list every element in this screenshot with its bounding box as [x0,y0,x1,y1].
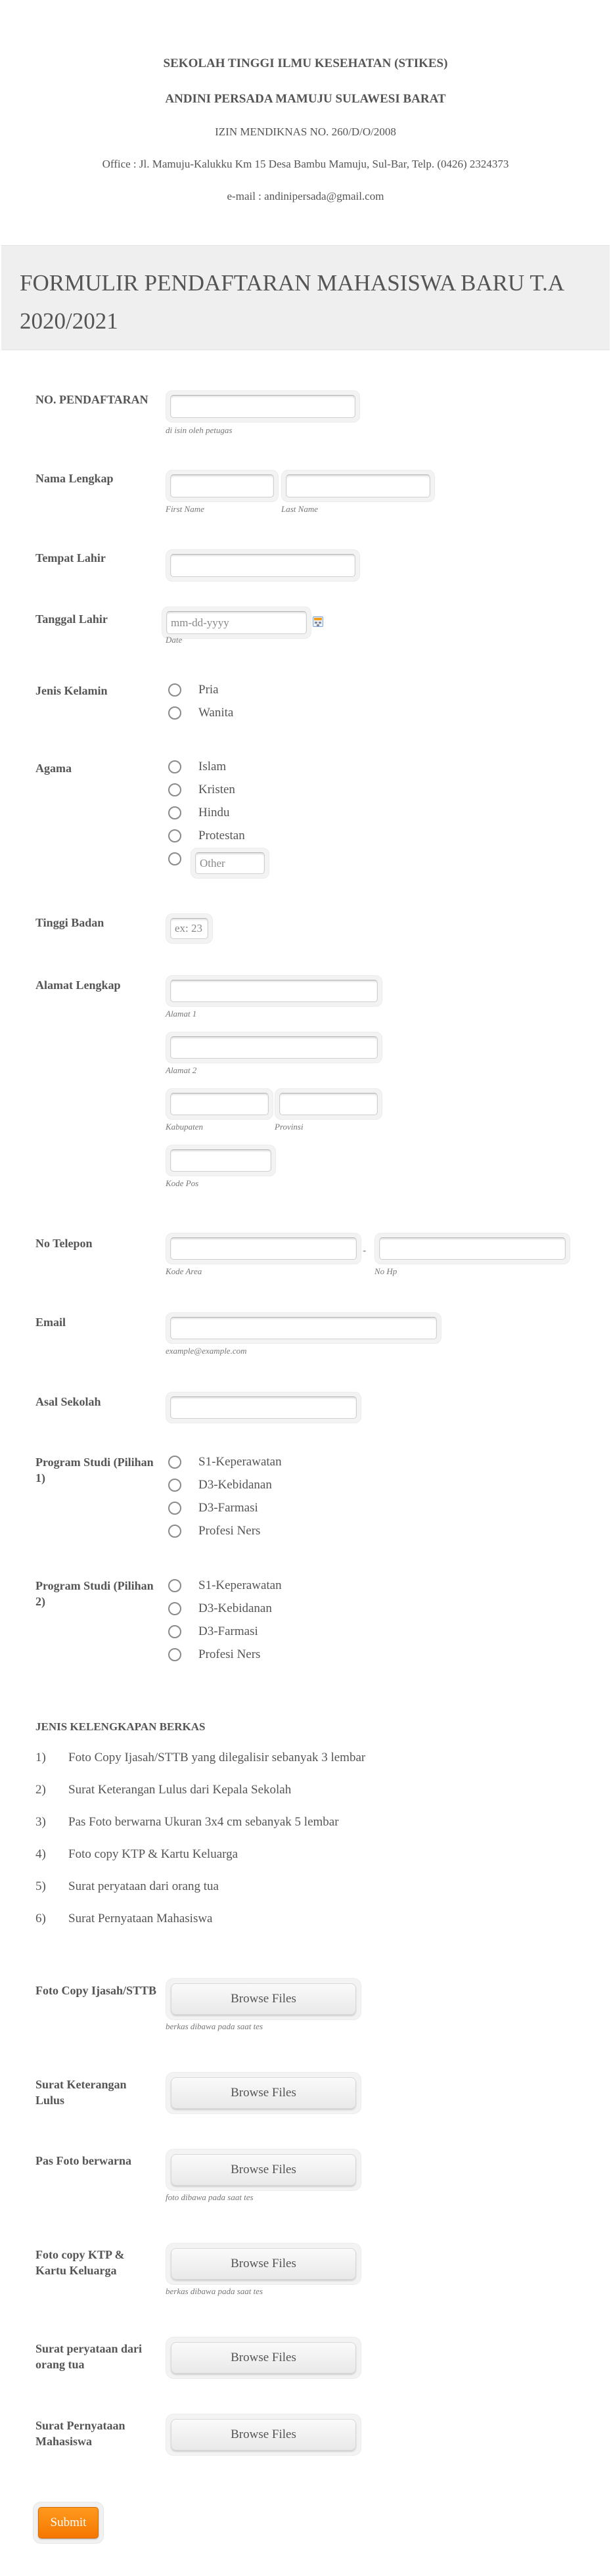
agama-other-field [191,848,269,879]
radio-button[interactable] [168,1502,181,1515]
label-agama: Agama [35,762,72,775]
label-jenis-kelamin: Jenis Kelamin [35,684,108,697]
radio-islam[interactable] [168,757,226,777]
radio-label: Hindu [198,806,230,819]
browse-files-button[interactable]: Browse Files [171,2248,356,2280]
kode-area-wrap [166,1233,361,1264]
document-item: 6) Surat Pernyataan Mahasiswa [35,1912,213,1925]
alamat1-wrap [166,975,382,1007]
radio-label: D3-Farmasi [198,1624,258,1638]
tanggal-lahir-wrap [162,607,311,639]
radio-ps2-d3-farmasi[interactable] [168,1622,258,1642]
label-upload-skl: Surat Keterangan Lulus [35,2078,127,2107]
tinggi-badan-wrap [166,913,213,944]
radio-ps2-s1-keperawatan[interactable] [168,1576,282,1596]
asal-sekolah-input[interactable] [170,1396,357,1419]
document-item: 5) Surat peryataan dari orang tua [35,1879,219,1893]
radio-button[interactable] [168,706,181,720]
school-email: e-mail : andinipersada@gmail.com [227,190,384,202]
tanggal-lahir-sublabel: Date [166,635,183,645]
alamat2-wrap [166,1032,382,1063]
browse-files-button[interactable]: Browse Files [171,2077,356,2109]
school-permit: IZIN MENDIKNAS NO. 260/D/O/2008 [215,126,396,138]
upload-ktp-kk-sublabel: berkas dibawa pada saat tes [166,2286,263,2296]
document-item: 1) Foto Copy Ijasah/STTB yang dilegalisir sebanyak 3 lembar [35,1751,366,1764]
upload-ijasah-sublabel: berkas dibawa pada saat tes [166,2021,263,2031]
submit-wrap [33,2502,104,2544]
school-name-line1: SEKOLAH TINGGI ILMU KESEHATAN (STIKES) [163,57,448,70]
radio-button[interactable] [168,760,181,773]
radio-button[interactable] [168,783,181,796]
radio-label: Pria [198,683,219,697]
label-email: Email [35,1316,66,1329]
radio-button[interactable] [168,1456,181,1469]
label-upload-surat-ortu: Surat peryataan dari orang tua [35,2342,142,2371]
school-name-line2: ANDINI PERSADA MAMUJU SULAWESI BARAT [165,92,446,106]
radio-protestan[interactable] [168,826,245,846]
label-upload-pas-foto: Pas Foto berwarna [35,2154,131,2167]
kabupaten-sublabel: Kabupaten [166,1122,204,1132]
tinggi-badan-input[interactable] [170,918,208,939]
label-alamat-lengkap: Alamat Lengkap [35,978,121,992]
radio-button[interactable] [168,1579,181,1592]
email-input[interactable] [170,1317,437,1339]
kode-area-sublabel: Kode Area [166,1266,202,1276]
alamat1-input[interactable] [170,980,378,1002]
upload-surat-mahasiswa-wrap [166,2414,361,2456]
radio-label: Protestan [198,829,245,842]
submit-button[interactable]: Submit [38,2507,99,2539]
document-item: 3) Pas Foto berwarna Ukuran 3x4 cm sebanyak 5 lembar [35,1815,339,1829]
radio-label: Wanita [198,706,234,720]
radio-label: S1-Keperawatan [198,1578,282,1592]
kode-pos-wrap [166,1145,276,1176]
upload-ijasah-wrap [166,1978,361,2020]
phone-separator: - [363,1244,367,1256]
label-tinggi-badan: Tinggi Badan [35,916,104,929]
provinsi-input[interactable] [279,1093,378,1115]
radio-kristen[interactable] [168,780,235,800]
label-program-studi-2: Program Studi (Pilihan 2) [35,1579,154,1608]
radio-button[interactable] [168,1525,181,1538]
document-item: 2) Surat Keterangan Lulus dari Kepala Sekolah [35,1783,292,1797]
school-address: Office : Jl. Mamuju-Kalukku Km 15 Desa Bambu Mamuju, Sul-Bar, Telp. (0426) 2324373 [102,158,509,170]
label-no-pendaftaran: NO. PENDAFTARAN [35,393,148,406]
browse-files-button[interactable]: Browse Files [171,2342,356,2374]
tempat-lahir-input[interactable] [170,554,355,577]
radio-other[interactable] [168,849,181,869]
upload-surat-ortu-wrap [166,2337,361,2379]
provinsi-wrap [275,1088,382,1120]
radio-ps1-profesi-ners[interactable] [168,1521,260,1541]
kode-pos-sublabel: Kode Pos [166,1178,199,1188]
label-tempat-lahir: Tempat Lahir [35,551,106,564]
upload-pas-foto-wrap [166,2149,361,2191]
kode-area-input[interactable] [170,1237,357,1260]
kabupaten-wrap [166,1088,273,1120]
upload-skl-wrap [166,2072,361,2114]
radio-label: S1-Keperawatan [198,1455,282,1469]
tanggal-lahir-input[interactable] [166,611,307,634]
radio-label: D3-Farmasi [198,1501,258,1515]
tempat-lahir-wrap [166,549,360,582]
radio-pria[interactable] [168,680,219,700]
no-hp-input[interactable] [379,1237,566,1260]
no-hp-wrap [374,1233,570,1264]
radio-button[interactable] [168,683,181,697]
radio-button[interactable] [168,1648,181,1661]
label-program-studi-1: Program Studi (Pilihan 1) [35,1456,154,1484]
radio-label: Profesi Ners [198,1647,261,1661]
radio-button[interactable] [168,852,181,865]
radio-ps1-d3-kebidanan[interactable] [168,1475,272,1495]
last-name-wrap [281,470,435,502]
first-name-sublabel: First Name [166,504,204,514]
alamat1-sublabel: Alamat 1 [166,1009,197,1019]
radio-label: D3-Kebidanan [198,1601,272,1615]
radio-ps1-s1-keperawatan[interactable] [168,1452,282,1472]
documents-title: JENIS KELENGKAPAN BERKAS [35,1720,206,1733]
label-nama-lengkap: Nama Lengkap [35,472,114,485]
radio-ps2-profesi-ners[interactable] [168,1645,260,1665]
alamat2-input[interactable] [170,1036,378,1059]
no-pendaftaran-wrap [166,390,360,423]
radio-label: D3-Kebidanan [198,1478,272,1492]
radio-label: Kristen [198,783,235,796]
browse-files-button[interactable]: Browse Files [171,1983,356,2015]
form-title: FORMULIR PENDAFTARAN MAHASISWA BARU T.A 2020/2021 [20,270,564,334]
alamat2-sublabel: Alamat 2 [166,1065,197,1075]
last-name-input[interactable] [286,474,430,497]
email-sublabel: example@example.com [166,1346,247,1356]
first-name-wrap [166,470,279,502]
upload-pas-foto-sublabel: foto dibawa pada saat tes [166,2192,254,2202]
radio-ps2-d3-kebidanan[interactable] [168,1599,272,1619]
no-hp-sublabel: No Hp [374,1266,397,1276]
kabupaten-input[interactable] [170,1093,269,1115]
no-pendaftaran-input[interactable] [170,395,355,418]
radio-button[interactable] [168,829,181,842]
label-upload-surat-mahasiswa: Surat Pernyataan Mahasiswa [35,2419,125,2448]
radio-button[interactable] [168,1602,181,1615]
first-name-input[interactable] [170,474,274,497]
label-no-telepon: No Telepon [35,1237,93,1250]
radio-button[interactable] [168,806,181,819]
radio-button[interactable] [168,1479,181,1492]
label-tanggal-lahir: Tanggal Lahir [35,612,108,626]
calendar-icon[interactable] [313,616,323,627]
radio-label: Profesi Ners [198,1524,261,1538]
last-name-sublabel: Last Name [281,504,318,514]
label-asal-sekolah: Asal Sekolah [35,1395,101,1408]
label-upload-ktp-kk: Foto copy KTP & Kartu Keluarga [35,2248,125,2277]
radio-wanita[interactable] [168,703,233,723]
document-item: 4) Foto copy KTP & Kartu Keluarga [35,1847,238,1861]
form-title-band [1,245,610,350]
radio-button[interactable] [168,1625,181,1638]
radio-hindu[interactable] [168,803,230,823]
browse-files-button[interactable]: Browse Files [171,2419,356,2450]
asal-sekolah-wrap [166,1392,361,1423]
agama-other-input[interactable] [195,852,265,874]
browse-files-button[interactable]: Browse Files [171,2154,356,2186]
label-upload-ijasah: Foto Copy Ijasah/STTB [35,1984,157,1997]
radio-label: Islam [198,760,227,773]
radio-ps1-d3-farmasi[interactable] [168,1498,258,1518]
provinsi-sublabel: Provinsi [275,1122,304,1132]
upload-ktp-kk-wrap [166,2243,361,2285]
kode-pos-input[interactable] [170,1149,271,1172]
no-pendaftaran-sublabel: di isin oleh petugas [166,425,233,435]
email-wrap [166,1312,441,1344]
